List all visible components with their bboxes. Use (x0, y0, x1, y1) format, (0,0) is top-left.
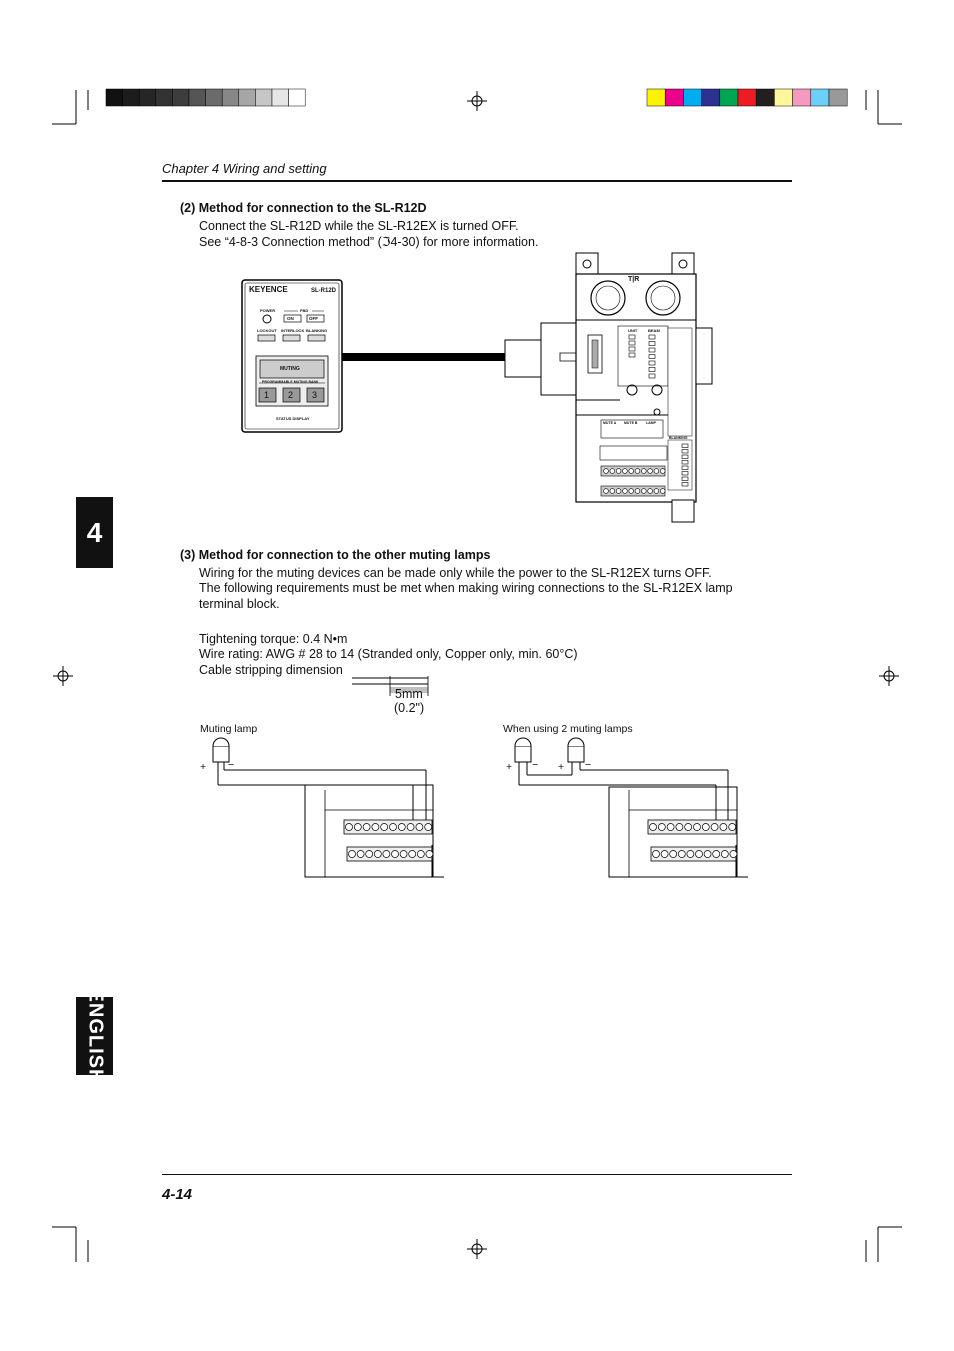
terminal-screw (349, 851, 356, 858)
unit-led (629, 335, 635, 339)
controller-terminal-screw (641, 489, 646, 494)
controller-terminal-screw (604, 469, 609, 474)
lamp1-minus: − (532, 759, 539, 771)
terminal-screw (694, 824, 701, 831)
off-label: OFF (309, 316, 318, 321)
beam-led (649, 361, 655, 365)
gray-swatch (139, 89, 156, 106)
terminal-screw (678, 851, 685, 858)
controller-terminal-screw (610, 489, 615, 494)
controller-terminal-screw (635, 489, 640, 494)
controller-terminal-screw (604, 489, 609, 494)
sl-r12ex-controller-drawing (576, 253, 712, 522)
on-label: ON (287, 316, 294, 321)
controller-terminal-screw (648, 489, 653, 494)
terminal-screw (354, 824, 361, 831)
dimension-inch: (0.2") (394, 701, 425, 715)
lamp-minus-left: − (228, 759, 235, 771)
terminal-screw (390, 824, 397, 831)
mute-a-label: MUTE A (603, 421, 617, 425)
tightening-torque: Tightening torque: 0.4 N•m (199, 632, 348, 646)
terminal-screw (687, 851, 694, 858)
terminal-screw (372, 824, 379, 831)
color-swatch (811, 89, 829, 106)
controller-terminal-screw (623, 489, 628, 494)
terminal-screw (398, 824, 405, 831)
gray-swatch (156, 89, 173, 106)
gray-swatch (106, 89, 123, 106)
section2-heading: (2) Method for connection to the SL-R12D (180, 201, 427, 215)
section3-para2b: terminal block. (199, 597, 280, 611)
blanking-led (682, 444, 688, 448)
beam-led (649, 342, 655, 346)
section3-para1: Wiring for the muting devices can be made only while the power to the SL-R12EX turns OFF. (199, 566, 712, 580)
stripping-dimension: Cable stripping dimension (199, 663, 343, 677)
color-swatch (774, 89, 792, 106)
color-swatch (793, 89, 811, 106)
page-number: 4-14 (162, 1186, 193, 1203)
controller-terminal-screw (616, 489, 621, 494)
terminal-screw (425, 824, 432, 831)
chapter-tab (76, 497, 113, 568)
terminal-screw (653, 851, 660, 858)
section2-line1: Connect the SL-R12D while the SL-R12EX is turned OFF. (199, 219, 519, 233)
device-model: SL-R12D (311, 288, 337, 294)
terminal-screw (713, 851, 720, 858)
terminal-screw (704, 851, 711, 858)
header-rule (162, 180, 792, 182)
controller-terminal-screw (610, 469, 615, 474)
footer-rule (162, 1174, 792, 1175)
beam-led (649, 348, 655, 352)
terminal-screw (667, 824, 674, 831)
controller-terminal-screw (654, 489, 659, 494)
beam-led (649, 368, 655, 372)
muting-lamp-label: Muting lamp (200, 723, 258, 735)
controller-terminal-screw (635, 469, 640, 474)
controller-terminal-screw (660, 469, 665, 474)
blanking-led (682, 450, 688, 454)
terminal-screw (409, 851, 416, 858)
blanking-led (682, 461, 688, 465)
beam-led (649, 335, 655, 339)
color-swatch (720, 89, 738, 106)
blanking-led (682, 466, 688, 470)
beam-led (649, 374, 655, 378)
terminal-screw (417, 851, 424, 858)
unit-led (629, 347, 635, 351)
terminal-screw (416, 824, 423, 831)
color-swatch (756, 89, 774, 106)
color-bar (647, 89, 847, 106)
terminal-screw (346, 824, 353, 831)
terminal-screw (374, 851, 381, 858)
interlock-label: INTERLOCK (281, 328, 305, 333)
beam-label: BEAM (648, 328, 660, 333)
controller-terminal-screw (629, 489, 634, 494)
terminal-screw (407, 824, 414, 831)
bank-button-1: 1 (264, 390, 270, 400)
terminal-screw (676, 824, 683, 831)
section2-line2: See “4-8-3 Connection method” (ℑ4-30) for more information. (199, 235, 539, 249)
section3-heading: (3) Method for connection to the other muting lamps (180, 548, 491, 562)
blanking-led (682, 483, 688, 487)
terminal-screw (381, 824, 388, 831)
gray-swatch (289, 89, 306, 106)
gray-swatch (255, 89, 272, 106)
bank-button-3: 3 (312, 390, 318, 400)
sl-r12d-device-drawing (242, 280, 342, 432)
terminal-screw (366, 851, 373, 858)
section3-para2a: The following requirements must be met when making wiring connections to the SL-R12EX lamp (199, 581, 733, 595)
language-tab-label: ENGLISH (84, 988, 106, 1084)
terminal-screw (383, 851, 390, 858)
terminal-screw (357, 851, 364, 858)
terminal-screw (650, 824, 657, 831)
color-swatch (683, 89, 701, 106)
blanking-led (682, 477, 688, 481)
gray-swatch (222, 89, 239, 106)
chapter-header: Chapter 4 Wiring and setting (162, 161, 327, 176)
crop-marks (52, 90, 902, 1262)
terminal-screw (685, 824, 692, 831)
muting-label: MUTING (280, 366, 300, 372)
gray-color-bar (106, 89, 305, 106)
color-swatch (829, 89, 847, 106)
ctrl-blanking-label: BLANKING (669, 436, 688, 440)
blanking-led (682, 455, 688, 459)
terminal-screw (730, 851, 737, 858)
terminal-screw (658, 824, 665, 831)
terminal-screw (363, 824, 370, 831)
wire-rating: Wire rating: AWG # 28 to 14 (Stranded only, Copper only, min. 60°C) (199, 647, 578, 661)
gray-swatch (239, 89, 256, 106)
controller-terminal-screw (616, 469, 621, 474)
dimension-mm: 5mm (395, 687, 423, 701)
terminal-screw (696, 851, 703, 858)
lamp2-plus: + (558, 761, 565, 773)
terminal-screw (392, 851, 399, 858)
fbd-label: FBD (300, 308, 309, 313)
gray-swatch (272, 89, 289, 106)
lamp2-minus: − (585, 759, 592, 771)
terminal-screw (720, 824, 727, 831)
unit-led (629, 341, 635, 345)
blanking-label: BLANKING (306, 328, 328, 333)
bank-label: PROGRAMMABLE MUTING BANK (262, 380, 319, 384)
beam-led (649, 355, 655, 359)
unit-label: UNIT (628, 328, 638, 333)
tr-label: T|R (628, 276, 640, 283)
status-display-label: STATUS DISPLAY (276, 416, 310, 421)
connection-cable (342, 323, 588, 395)
language-tab (76, 988, 113, 1084)
two-lamps-label: When using 2 muting lamps (503, 723, 633, 735)
lockout-label: LOCKOUT (257, 328, 277, 333)
lamp-plus-left: + (200, 761, 207, 773)
power-label: POWER (260, 308, 276, 313)
lamp-label: LAMP (646, 421, 656, 425)
terminal-screw (670, 851, 677, 858)
keyence-logo: KEYENCE (249, 285, 288, 294)
controller-terminal-screw (629, 469, 634, 474)
registration-marks (53, 91, 899, 1259)
lamp1-plus: + (506, 761, 513, 773)
terminal-screw (702, 824, 709, 831)
gray-swatch (172, 89, 189, 106)
color-swatch (702, 89, 720, 106)
color-swatch (738, 89, 756, 106)
controller-terminal-screw (660, 489, 665, 494)
terminal-screw (711, 824, 718, 831)
gray-swatch (189, 89, 206, 106)
gray-swatch (206, 89, 223, 106)
gray-swatch (123, 89, 140, 106)
terminal-screw (729, 824, 736, 831)
color-swatch (665, 89, 683, 106)
controller-terminal-screw (641, 469, 646, 474)
bank-button-2: 2 (288, 390, 294, 400)
blanking-led (682, 472, 688, 476)
controller-terminal-screw (654, 469, 659, 474)
terminal-screw (426, 851, 433, 858)
chapter-tab-number: 4 (86, 516, 103, 548)
controller-terminal-screw (648, 469, 653, 474)
controller-terminal-screw (623, 469, 628, 474)
terminal-screw (721, 851, 728, 858)
terminal-screw (661, 851, 668, 858)
unit-led (629, 353, 635, 357)
terminal-screw (400, 851, 407, 858)
color-swatch (647, 89, 665, 106)
mute-b-label: MUTE B (624, 421, 638, 425)
